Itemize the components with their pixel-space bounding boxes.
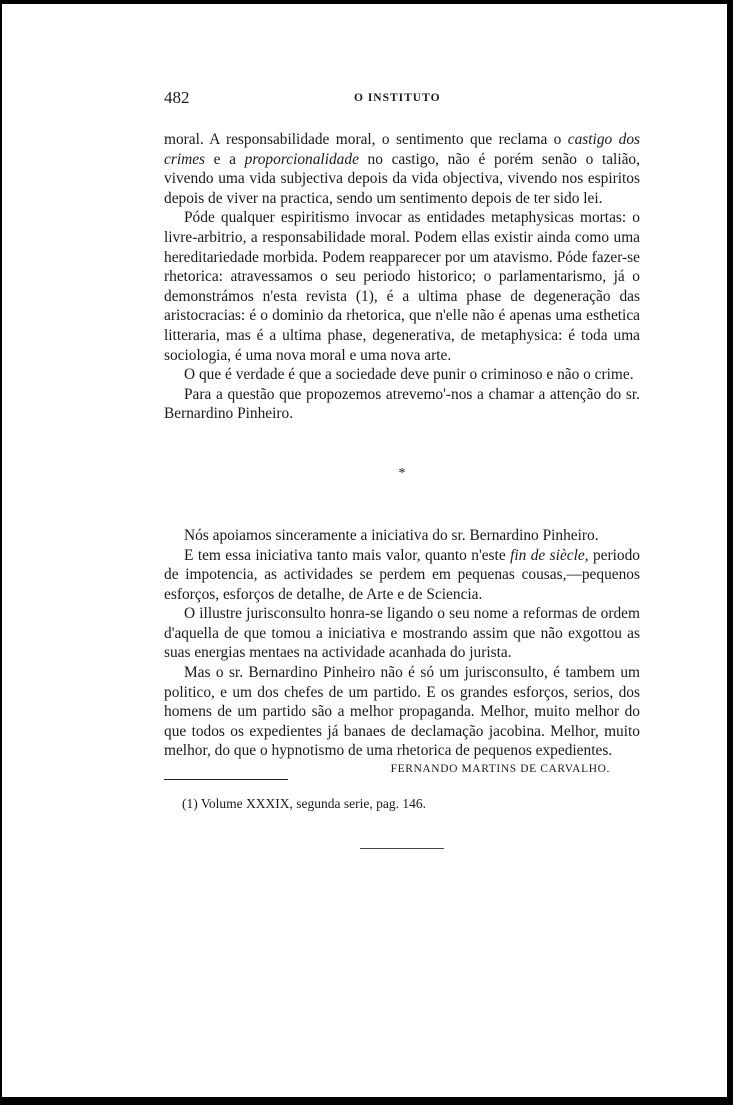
text-run: no castigo, não é porém senão o talião, vivendo uma vida subjectiva depois da vida objectiva, vivendo nos espiritos depois de viver na practica, sendo um sentimento depois de ter sido lei. xyxy=(164,150,640,207)
section-separator: * xyxy=(398,465,406,481)
section-one xyxy=(164,130,640,424)
page xyxy=(164,88,640,849)
page-header xyxy=(164,88,640,110)
paragraph: O illustre jurisconsulto honra-se ligando o seu nome a reformas de ordem d'aquella de que tomou a iniciativa e mostrando assim que não exgottou as suas energias mentaes na actividade acanhada do jurista. xyxy=(164,605,640,662)
scan-border-top xyxy=(0,0,733,4)
author-signature: FERNANDO MARTINS DE CARVALHO. xyxy=(390,763,610,776)
paragraph: Nós apoiamos sinceramente a iniciativa do sr. Bernardino Pinheiro. xyxy=(184,526,599,544)
italic-run: castigo dos crimes xyxy=(164,131,641,168)
text-run: moral. A responsabilidade moral, o sentimento que reclama o xyxy=(164,131,568,148)
end-rule xyxy=(360,848,444,849)
paragraph: O que é verdade é que a sociedade deve punir o criminoso e não o crime. xyxy=(184,366,634,384)
text-run: e a xyxy=(205,150,245,168)
italic-run: fin de siècle, xyxy=(510,546,589,564)
running-head: O INSTITUTO xyxy=(354,92,441,104)
paragraph: Mas o sr. Bernardino Pinheiro não é só um jurisconsulto, é tambem um politico, e um dos chefes de um partido. E os grandes esforços, serios, dos homens de um partido são a melhor propaganda. Melhor, muito melhor do que todos os expedientes já banaes de declamação jacobina. Melhor, muito melhor, do que o hypnotismo de uma rhetorica de pequenos expedientes. xyxy=(164,664,640,760)
section-two xyxy=(164,526,640,761)
scan-border-bottom xyxy=(0,1097,733,1105)
footnote-divider xyxy=(164,779,288,780)
page-number: 482 xyxy=(164,88,190,107)
footnote: (1) Volume XXXIX, segunda serie, pag. 146. xyxy=(182,796,426,812)
paragraph: Para a questão que propozemos atrevemo'-nos a chamar a attenção do sr. Bernardino Pinheiro. xyxy=(164,385,640,423)
paragraph: Póde qualquer espiritismo invocar as entidades metaphysicas mortas: o livre-arbitrio, a responsabilidade moral. Podem ellas existir ainda como uma hereditariedade morbida. Podem reapparecer por um atavismo. Póde fazer-se rhetorica: atravessamos o seu periodo historico; o parlamentarismo, já o demonstrámos n'esta revista (1), é a ultima phase de degeneração das aristocracias: é o dominio da rhetorica, que n'elle não é apenas uma esthetica litteraria, mas é a ultima phase, degenerativa, de metaphysica: é toda uma sociologia, é uma nova moral e uma nova arte. xyxy=(164,209,640,364)
scan-border-left xyxy=(0,0,2,1105)
scan-border-right xyxy=(727,0,733,1105)
paragraph xyxy=(164,130,640,208)
paragraph xyxy=(164,546,640,605)
text-run: periodo de impotencia, as actividades se perdem em pequenas cousas,—pequenos esforços, esforços de detalhe, de Arte e de Sciencia. xyxy=(164,546,640,603)
italic-run: proporcionalidade xyxy=(244,150,359,168)
text-run: E tem essa iniciativa tanto mais valor, quanto n'este xyxy=(184,546,511,564)
